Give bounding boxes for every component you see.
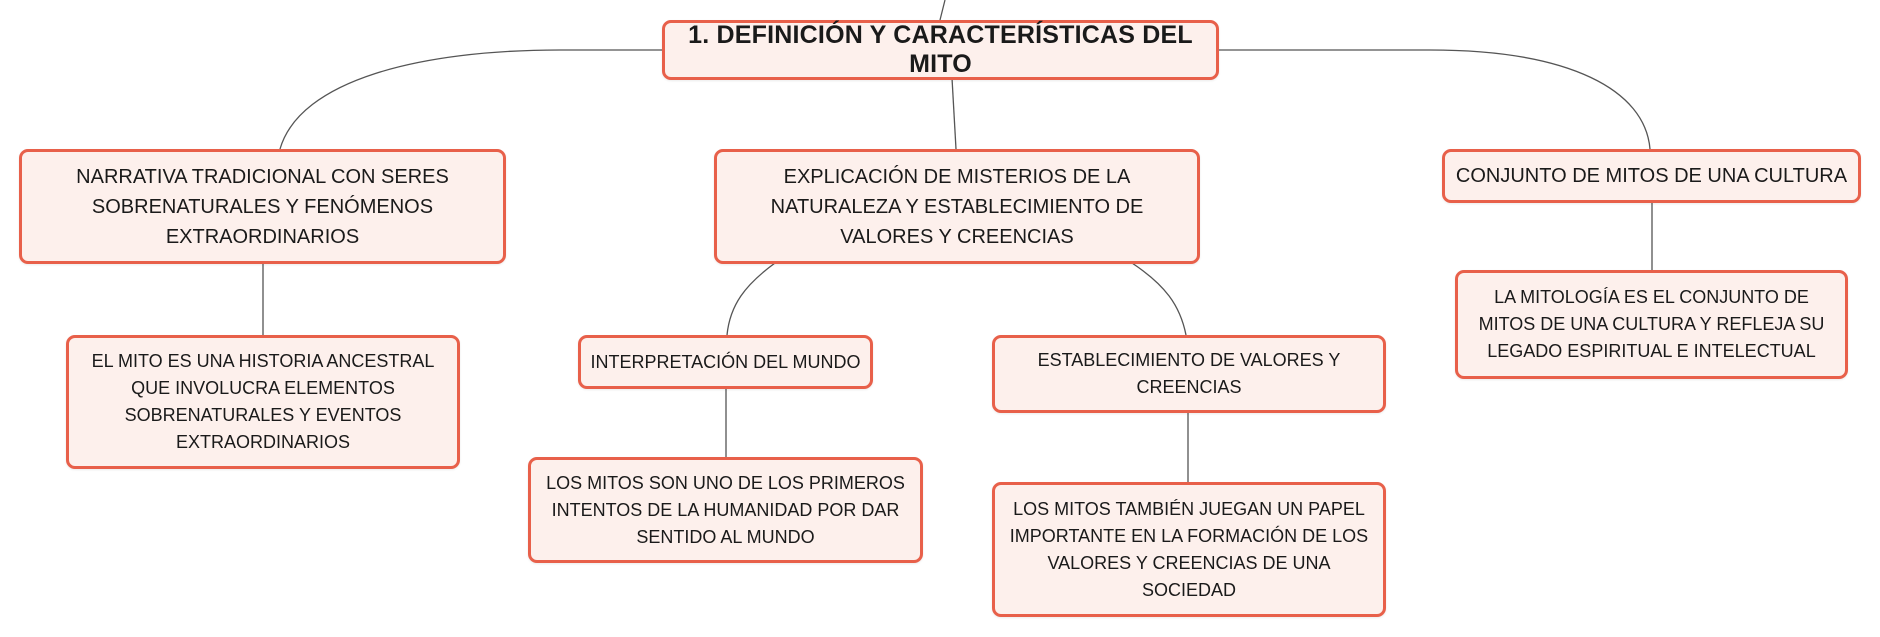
leaf-mito-historia-node[interactable] <box>66 335 460 469</box>
branch-explicacion-node[interactable] <box>714 149 1200 264</box>
leaf-mitologia-node[interactable] <box>1455 270 1848 379</box>
leaf-primeros-intentos-node[interactable] <box>528 457 923 563</box>
connector-root-to-explicacion <box>952 78 956 149</box>
connector-root-to-conjunto <box>1219 50 1650 149</box>
leaf-papel-importante-label: LOS MITOS TAMBIÉN JUEGAN UN PAPEL IMPORTANTE EN LA FORMACIÓN DE LOS VALORES Y CREENCIAS DE UNA SOCIEDAD <box>1009 498 1369 600</box>
leaf-mitologia-label: LA MITOLOGÍA ES EL CONJUNTO DE MITOS DE UNA CULTURA Y REFLEJA SU LEGADO ESPIRITUAL E INTELECTUAL <box>1478 287 1825 361</box>
branch-narrativa-node[interactable] <box>19 149 506 264</box>
root-label: 1. DEFINICIÓN Y CARACTERÍSTICAS DEL MITO <box>688 21 1193 78</box>
leaf-papel-importante-node[interactable] <box>992 482 1386 617</box>
branch-narrativa-label: NARRATIVA TRADICIONAL CON SERES SOBRENATURALES Y FENÓMENOS EXTRAORDINARIOS <box>76 165 449 248</box>
branch-conjunto-node[interactable] <box>1442 149 1861 203</box>
connector-explicacion-to-interpretacion <box>727 263 775 335</box>
branch-conjunto-label: CONJUNTO DE MITOS DE UNA CULTURA <box>1455 165 1848 187</box>
sub-interpretacion-label: INTERPRETACIÓN DEL MUNDO <box>590 351 861 372</box>
sub-interpretacion-node[interactable] <box>578 335 873 389</box>
connector-explicacion-to-establecimiento <box>1132 263 1186 335</box>
branch-explicacion-label: EXPLICACIÓN DE MISTERIOS DE LA NATURALEZA Y ESTABLECIMIENTO DE VALORES Y CREENCIAS <box>770 165 1144 248</box>
leaf-mito-historia-label: EL MITO ES UNA HISTORIA ANCESTRAL QUE INVOLUCRA ELEMENTOS SOBRENATURALES Y EVENTOS EXTRAORDINARIOS <box>91 351 435 452</box>
root-node[interactable] <box>662 20 1219 80</box>
connector-top-offscreen <box>940 0 945 20</box>
leaf-primeros-intentos-label: LOS MITOS SON UNO DE LOS PRIMEROS INTENTOS DE LA HUMANIDAD POR DAR SENTIDO AL MUNDO <box>546 472 905 547</box>
sub-establecimiento-label: ESTABLECIMIENTO DE VALORES Y CREENCIAS <box>1037 350 1341 397</box>
connector-root-to-narrativa <box>280 50 662 149</box>
sub-establecimiento-node[interactable] <box>992 335 1386 413</box>
